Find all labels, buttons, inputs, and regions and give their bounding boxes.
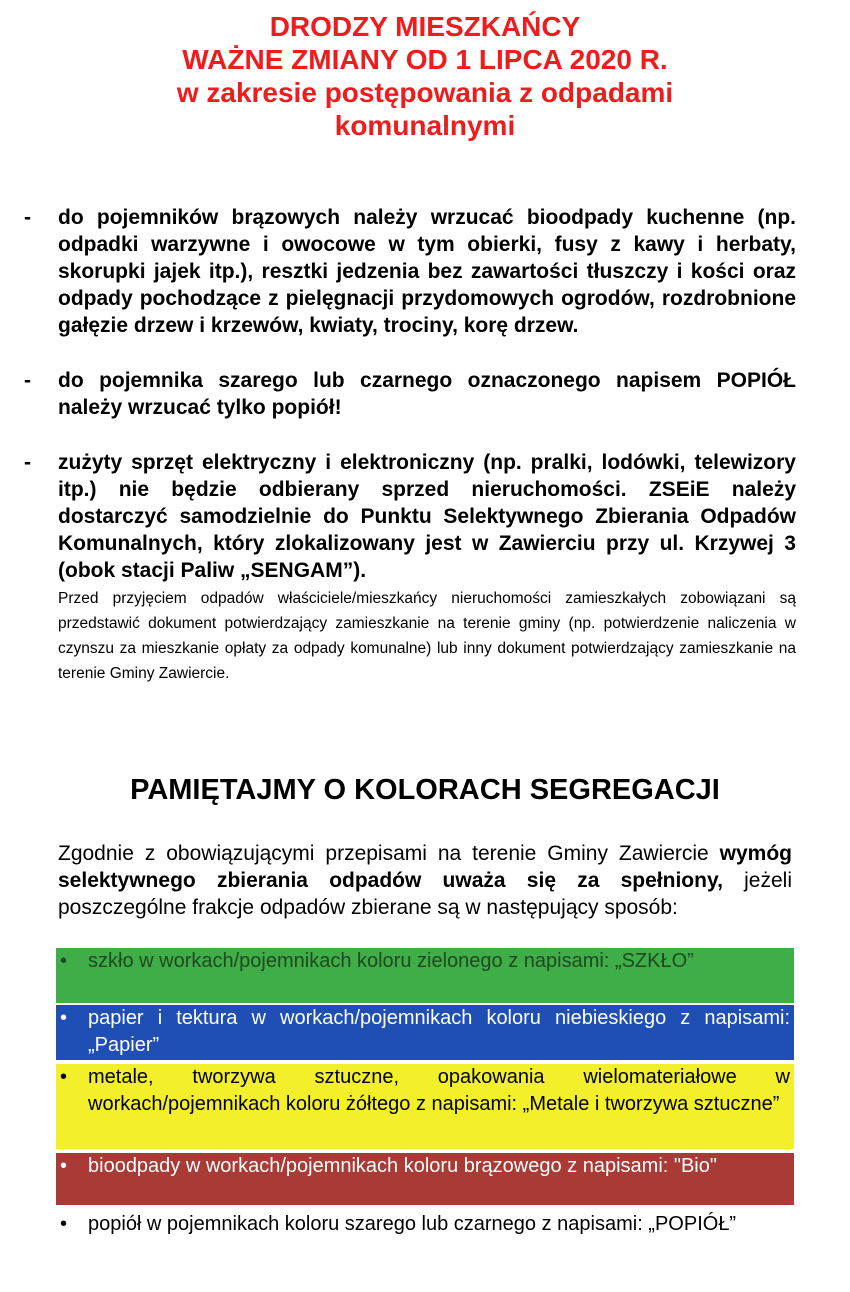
list-item-bio — [56, 1153, 794, 1205]
list-item-ash — [56, 1211, 794, 1238]
list-item-glass — [56, 948, 794, 1003]
list-item-text: popiół w pojemnikach koloru szarego lub czarnego z napisami: „POPIÓŁ” — [88, 1213, 737, 1235]
rule-marker: - — [24, 369, 31, 392]
bullet-dot: • — [60, 950, 68, 972]
bullet-dot: • — [60, 1007, 68, 1029]
intro-text-part1: Zgodnie z obowiązującymi przepisami na terenie Gminy Zawiercie — [58, 842, 720, 865]
rule-text: zużyty sprzęt elektryczny i elektroniczny (np. pralki, lodówki, telewizory itp.) nie będzie odbierany sprzed nieruchomości. ZSEiE należy dostarczyć samodzielnie do Punktu Selektywnego Zbierania Odpadów Komunalnych, który zlokalizowany jest w Zawierciu przy ul. Krzywej 3 (obok stacji Paliw „SENGAM”). — [58, 451, 796, 582]
intro-text-bold: wymóg selektywnego zbierania odpadów uważa się za spełniony, — [58, 842, 792, 892]
rules-list — [24, 204, 796, 686]
header-subject-line1: w zakresie postępowania z odpadami — [176, 77, 674, 108]
list-item-paper — [56, 1005, 794, 1060]
segregation-intro — [58, 840, 792, 921]
list-item-text: szkło w workach/pojemnikach koloru zielonego z napisami: „SZKŁO” — [88, 950, 694, 972]
list-item-text: bioodpady w workach/pojemnikach koloru brązowego z napisami: "Bio" — [88, 1155, 717, 1177]
rule-marker: - — [24, 451, 31, 474]
intro-text-part2: jeżeli poszczególne frakcje odpadów zbierane są w następujący sposób: — [58, 869, 792, 919]
rule-note: Przed przyjęciem odpadów właściciele/mieszkańcy nieruchomości zamieszkałych zobowiązani są przedstawić dokument potwierdzający zamieszkanie na terenie gminy (np. potwierdzenie naliczenia w czynszu za mieszkanie opłaty za odpady komunalne) lub inny dokument potwierdzający zamieszkanie na terenie Gminy Zawiercie. — [58, 590, 796, 682]
list-item-text: papier i tektura w workach/pojemnikach koloru niebieskiego z napisami: „Papier” — [88, 1007, 790, 1056]
header-date-notice: WAŻNE ZMIANY OD 1 LIPCA 2020 R. — [182, 44, 668, 75]
header-subject-line2: komunalnymi — [334, 110, 516, 141]
rule-brown-bins — [24, 204, 796, 339]
rule-marker: - — [24, 206, 31, 229]
header-greeting: DRODZY MIESZKAŃCY — [269, 11, 581, 42]
rule-text: do pojemnika szarego lub czarnego oznaczonego napisem POPIÓŁ należy wrzucać tylko popiół! — [58, 369, 796, 419]
bullet-dot: • — [60, 1066, 68, 1088]
segregation-color-list — [56, 948, 794, 1238]
rule-text: do pojemników brązowych należy wrzucać bioodpady kuchenne (np. odpadki warzywne i owocowe w tym obierki, fusy z kawy i herbaty, skorupki jajek itp.), resztki jedzenia bez zawartości tłuszczy i kości oraz odpady pochodzące z pielęgnacji przydomowych ogrodów, rozdrobnione gałęzie drzew i krzewów, kwiaty, trociny, korę drzew. — [58, 206, 796, 337]
list-item-metals-plastics — [56, 1064, 794, 1149]
segregation-title: PAMIĘTAJMY O KOLORACH SEGREGACJI — [130, 774, 720, 806]
rule-electronics — [24, 449, 796, 686]
rule-ash-bin — [24, 367, 796, 421]
notice-header — [0, 10, 850, 142]
list-item-text: metale, tworzywa sztuczne, opakowania wielomateriałowe w workach/pojemnikach koloru żółtego z napisami: „Metale i tworzywa sztuczne” — [88, 1066, 790, 1115]
bullet-dot: • — [60, 1213, 68, 1235]
bullet-dot: • — [60, 1155, 68, 1177]
